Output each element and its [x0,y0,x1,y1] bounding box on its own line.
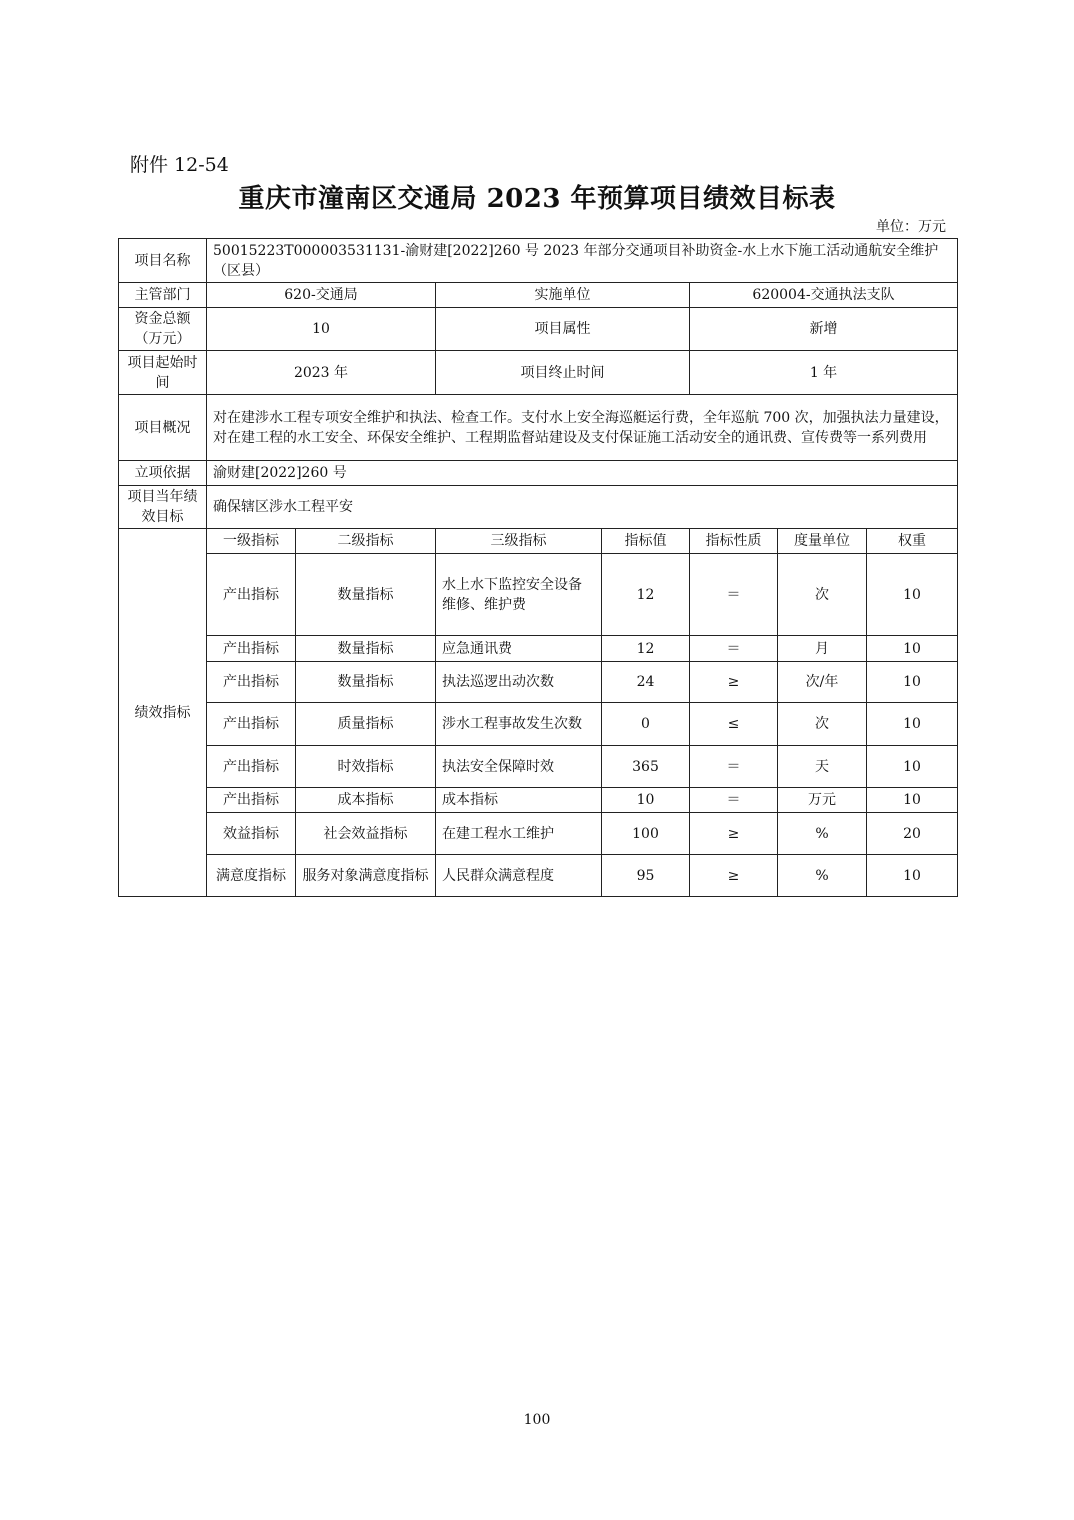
unit-cell: 月 [778,636,867,662]
nature-cell: ≥ [690,855,778,897]
attr-label: 项目属性 [436,308,690,351]
row-fund [119,308,958,351]
indicator-section-label: 绩效指标 [119,529,207,897]
unit-cell: 次/年 [778,662,867,703]
header-level3: 三级指标 [436,529,602,554]
level2-cell: 时效指标 [296,746,436,788]
indicator-header-row [119,529,958,554]
level1-cell: 产出指标 [207,788,296,813]
impl-label: 实施单位 [436,283,690,308]
end-value: 1 年 [690,351,958,395]
row-project-name [119,239,958,283]
value-cell: 12 [602,636,690,662]
level3-cell: 人民群众满意程度 [436,855,602,897]
goal-label: 项目当年绩效目标 [119,486,207,529]
nature-cell: ＝ [690,554,778,636]
row-goal [119,486,958,529]
nature-cell: ≤ [690,703,778,746]
indicator-row [119,746,958,788]
level2-cell: 数量指标 [296,554,436,636]
level3-cell: 在建工程水工维护 [436,813,602,855]
weight-cell: 10 [867,703,958,746]
performance-target-table [118,238,958,897]
unit-cell: 万元 [778,788,867,813]
project-name-label: 项目名称 [119,239,207,283]
level1-cell: 产出指标 [207,662,296,703]
weight-cell: 10 [867,554,958,636]
level3-cell: 应急通讯费 [436,636,602,662]
nature-cell: ＝ [690,636,778,662]
header-level1: 一级指标 [207,529,296,554]
end-label: 项目终止时间 [436,351,690,395]
header-weight: 权重 [867,529,958,554]
basis-label: 立项依据 [119,461,207,486]
value-cell: 24 [602,662,690,703]
nature-cell: ≥ [690,813,778,855]
row-overview [119,395,958,461]
level3-cell: 执法巡逻出动次数 [436,662,602,703]
header-level2: 二级指标 [296,529,436,554]
weight-cell: 10 [867,855,958,897]
unit-cell: 次 [778,554,867,636]
unit-cell: 天 [778,746,867,788]
value-cell: 0 [602,703,690,746]
indicator-row [119,788,958,813]
impl-value: 620004-交通执法支队 [690,283,958,308]
level1-cell: 产出指标 [207,636,296,662]
page-title: 重庆市潼南区交通局 2023 年预算项目绩效目标表 [238,184,836,214]
start-label: 项目起始时间 [119,351,207,395]
fund-value: 10 [207,308,436,351]
dept-label: 主管部门 [119,283,207,308]
project-name-value: 50015223T000003531131-渝财建[2022]260 号 2023 年部分交通项目补助资金-水上水下施工活动通航安全维护（区县） [207,239,958,283]
nature-cell: ＝ [690,788,778,813]
weight-cell: 10 [867,788,958,813]
value-cell: 10 [602,788,690,813]
indicator-row [119,662,958,703]
level2-cell: 数量指标 [296,662,436,703]
value-cell: 95 [602,855,690,897]
level2-cell: 社会效益指标 [296,813,436,855]
indicator-row [119,855,958,897]
weight-cell: 10 [867,636,958,662]
overview-label: 项目概况 [119,395,207,461]
nature-cell: ＝ [690,746,778,788]
indicator-row [119,813,958,855]
nature-cell: ≥ [690,662,778,703]
indicator-row [119,554,958,636]
level1-cell: 产出指标 [207,703,296,746]
overview-value: 对在建涉水工程专项安全维护和执法、检查工作。支付水上安全海巡艇运行费，全年巡航 700 次，加强执法力量建设，对在建工程的水工安全、环保安全维护、工程期监督站建设及支付保证施工活动安全的通讯费、宣传费等一系列费用 [207,395,958,461]
header-nature: 指标性质 [690,529,778,554]
row-basis [119,461,958,486]
level2-cell: 数量指标 [296,636,436,662]
level1-cell: 满意度指标 [207,855,296,897]
fund-label: 资金总额（万元） [119,308,207,351]
level2-cell: 质量指标 [296,703,436,746]
level2-cell: 成本指标 [296,788,436,813]
row-time [119,351,958,395]
level3-cell: 水上水下监控安全设备维修、维护费 [436,554,602,636]
attachment-number: 附件 12-54 [130,154,229,176]
row-dept [119,283,958,308]
level3-cell: 执法安全保障时效 [436,746,602,788]
header-value: 指标值 [602,529,690,554]
attr-value: 新增 [690,308,958,351]
level1-cell: 效益指标 [207,813,296,855]
value-cell: 100 [602,813,690,855]
weight-cell: 20 [867,813,958,855]
indicator-row [119,703,958,746]
level1-cell: 产出指标 [207,554,296,636]
dept-value: 620-交通局 [207,283,436,308]
value-cell: 365 [602,746,690,788]
level2-cell: 服务对象满意度指标 [296,855,436,897]
start-value: 2023 年 [207,351,436,395]
level1-cell: 产出指标 [207,746,296,788]
value-cell: 12 [602,554,690,636]
unit-cell: 次 [778,703,867,746]
level3-cell: 成本指标 [436,788,602,813]
unit-label: 单位：万元 [876,219,946,235]
weight-cell: 10 [867,746,958,788]
page-number: 100 [523,1412,551,1428]
basis-value: 渝财建[2022]260 号 [207,461,958,486]
goal-value: 确保辖区涉水工程平安 [207,486,958,529]
unit-cell: % [778,813,867,855]
level3-cell: 涉水工程事故发生次数 [436,703,602,746]
weight-cell: 10 [867,662,958,703]
header-unit: 度量单位 [778,529,867,554]
unit-cell: % [778,855,867,897]
indicator-row [119,636,958,662]
